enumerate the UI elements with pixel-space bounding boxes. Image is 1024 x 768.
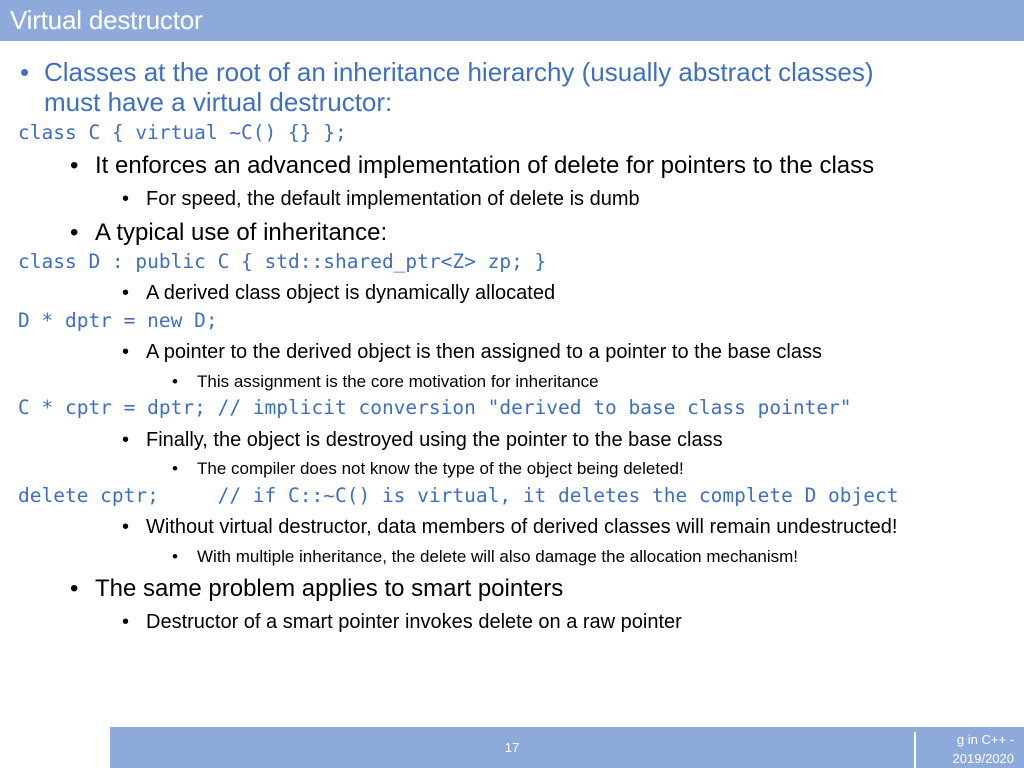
code-line: delete cptr; // if C::~C() is virtual, it deletes the complete D object	[18, 484, 899, 507]
bullet-text: Destructor of a smart pointer invokes delete on a raw pointer	[146, 611, 682, 633]
bullet-marker: •	[122, 516, 130, 538]
bullet-text: A typical use of inheritance:	[95, 219, 388, 246]
bullet-text: A derived class object is dynamically allocated	[146, 282, 556, 304]
bullet-marker: •	[70, 152, 79, 179]
footer-label-line: g in C++ -	[956, 732, 1014, 747]
bullet-text: It enforces an advanced implementation of delete for pointers to the class	[95, 152, 875, 179]
bullet-marker: •	[122, 188, 130, 210]
bullet-marker: •	[70, 575, 79, 602]
footer-divider	[914, 732, 916, 768]
bullet-marker: •	[70, 219, 79, 246]
bullet-marker: •	[20, 57, 30, 87]
bullet-text: must have a virtual destructor:	[44, 87, 393, 117]
bullet-text: The same problem applies to smart pointers	[95, 575, 564, 602]
bullet-marker: •	[122, 611, 130, 633]
bullet-marker: •	[172, 459, 178, 478]
bullet-text: This assignment is the core motivation for inheritance	[197, 372, 599, 391]
page-number: 17	[504, 740, 520, 755]
slide-title: Virtual destructor	[10, 5, 203, 35]
bullet-marker: •	[172, 547, 178, 566]
code-line: class D : public C { std::shared_ptr<Z> zp; }	[18, 250, 547, 273]
bullet-text: A pointer to the derived object is then assigned to a pointer to the base class	[146, 341, 822, 363]
bullet-marker: •	[172, 372, 178, 391]
footer-label	[953, 730, 1014, 768]
bullet-marker: •	[122, 341, 130, 363]
code-line: class C { virtual ~C() {} };	[18, 121, 347, 144]
bullet-text: With multiple inheritance, the delete will also damage the allocation mechanism!	[197, 547, 798, 566]
bullet-text: Classes at the root of an inheritance hierarchy (usually abstract classes)	[44, 57, 874, 87]
code-line: D * dptr = new D;	[18, 309, 218, 332]
footer-bar	[110, 727, 1024, 768]
bullet-text: The compiler does not know the type of the object being deleted!	[197, 459, 684, 478]
code-line: C * cptr = dptr; // implicit conversion "derived to base class pointer"	[18, 396, 852, 419]
bullet-text: Without virtual destructor, data members of derived classes will remain undestructed!	[146, 516, 898, 538]
bullet-marker: •	[122, 429, 130, 451]
bullet-text: For speed, the default implementation of delete is dumb	[146, 188, 640, 210]
bullet-text: Finally, the object is destroyed using the pointer to the base class	[146, 429, 723, 451]
bullet-marker: •	[122, 282, 130, 304]
footer-label-line: 2019/2020	[952, 751, 1014, 766]
